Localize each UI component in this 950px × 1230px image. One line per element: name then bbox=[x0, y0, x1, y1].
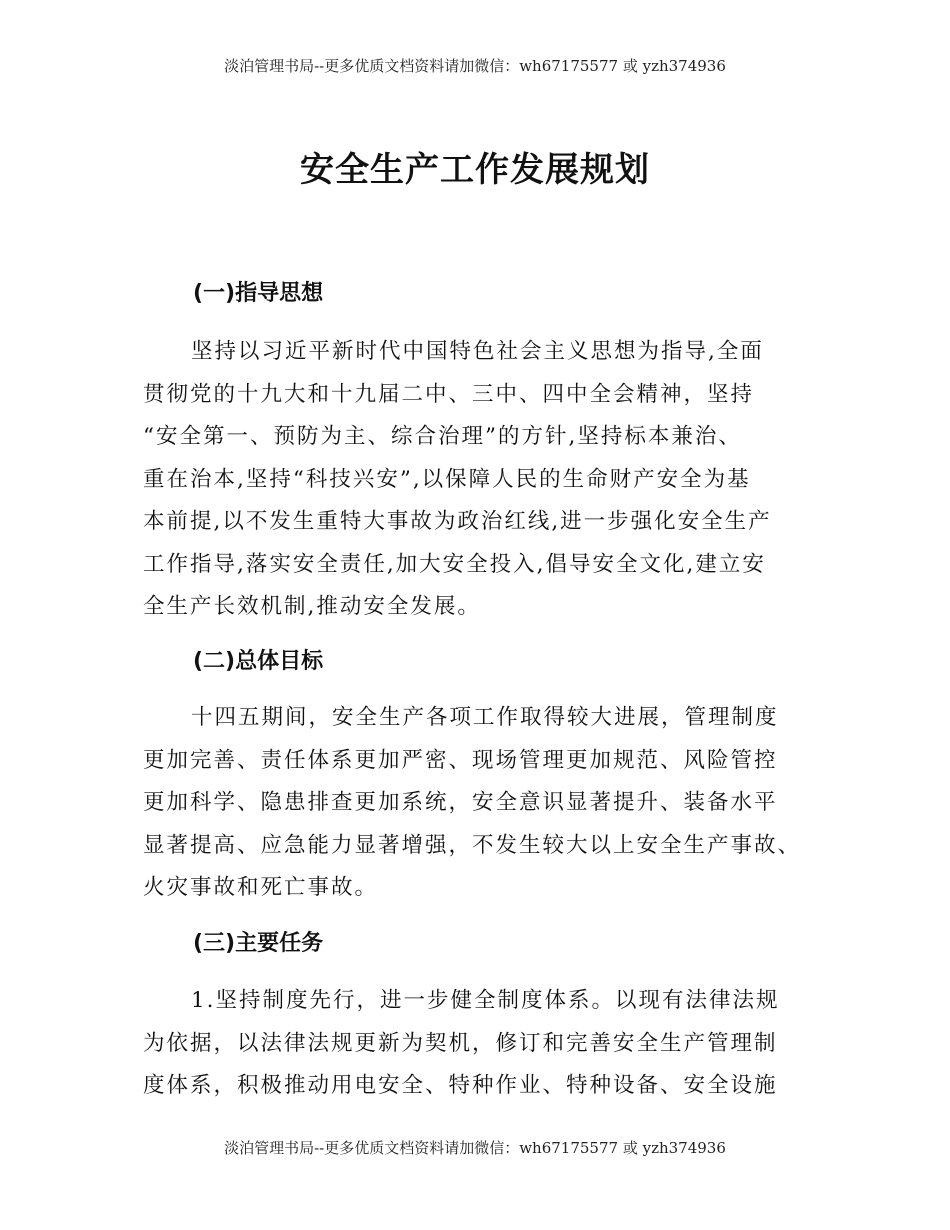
document-title: 安全生产工作发展规划 bbox=[300, 150, 650, 190]
paragraph-line: 重在治本,坚持“科技兴安”,以保障人民的生命财产安全为基 bbox=[143, 466, 751, 492]
section-heading-overall-goal: (二)总体目标 bbox=[193, 649, 324, 674]
section-paragraph-main-tasks bbox=[143, 980, 843, 1108]
paragraph-line: 度体系，积极推动用电安全、特种作业、特种设备、安全设施 bbox=[143, 1073, 778, 1098]
section-heading-guiding-ideology: (一)指导思想 bbox=[193, 281, 324, 306]
paragraph-line: 1.坚持制度先行，进一步健全制度体系。以现有法律法规 bbox=[191, 988, 780, 1013]
paragraph-line: 火灾事故和死亡事故。 bbox=[143, 875, 379, 900]
paragraph-line: 工作指导,落实安全责任,加大安全投入,倡导安全文化,建立安 bbox=[143, 551, 766, 577]
section-heading-main-tasks: (三)主要任务 bbox=[193, 931, 324, 956]
paragraph-line: 显著提高、应急能力显著增强，不发生较大以上安全生产事故、 bbox=[143, 832, 802, 858]
section-paragraph-guiding-ideology bbox=[143, 331, 843, 629]
paragraph-line: 全生产长效机制,推动安全发展。 bbox=[143, 594, 481, 619]
header-watermark-note: 淡泊管理书局--更多优质文档资料请加微信：wh67175577 或 yzh374936 bbox=[224, 57, 726, 75]
paragraph-line: 为依据，以法律法规更新为契机，修订和完善安全生产管理制 bbox=[143, 1030, 778, 1056]
paragraph-line: 贯彻党的十九大和十九届二中、三中、四中全会精神，坚持 bbox=[143, 381, 755, 407]
paragraph-line: 更加完善、责任体系更加严密、现场管理更加规范、风险管控 bbox=[143, 747, 778, 773]
paragraph-line: “安全第一、预防为主、综合治理”的方针,坚持标本兼治、 bbox=[143, 424, 742, 449]
section-paragraph-overall-goal bbox=[143, 697, 843, 910]
footer-watermark-note: 淡泊管理书局--更多优质文档资料请加微信：wh67175577 或 yzh374936 bbox=[224, 1139, 726, 1157]
paragraph-line: 更加科学、隐患排查更加系统，安全意识显著提升、装备水平 bbox=[143, 790, 778, 815]
paragraph-line: 坚持以习近平新时代中国特色社会主义思想为指导,全面 bbox=[191, 339, 764, 364]
paragraph-line: 十四五期间，安全生产各项工作取得较大进展，管理制度 bbox=[191, 705, 779, 730]
paragraph-line: 本前提,以不发生重特大事故为政治红线,进一步强化安全生产 bbox=[143, 509, 772, 534]
